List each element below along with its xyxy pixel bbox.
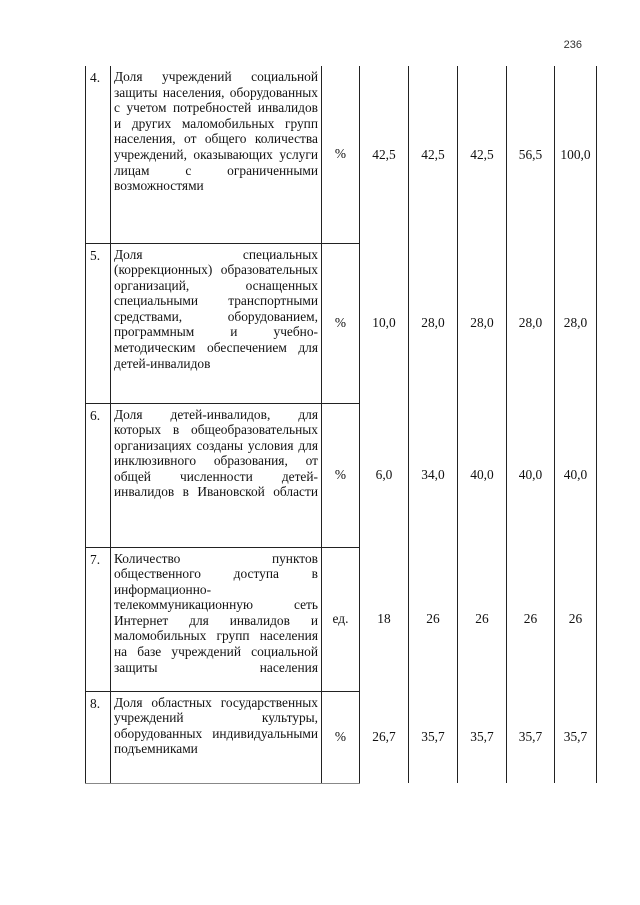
value-cell: 40,0: [507, 403, 555, 547]
value-cell: 6,0: [360, 403, 409, 547]
unit-cell: ед.: [322, 547, 360, 691]
page-number: 236: [563, 39, 582, 51]
value-cell: 28,0: [458, 243, 507, 403]
value-cell: 40,0: [555, 403, 597, 547]
indicator-description: Доля учреждений социальной защиты населения, оборудованных с учетом потребностей инвалидов и других маломобильных групп населения, от общего количества учреждений, оказывающих услуги лицам с ограниченными возможностями: [111, 66, 322, 243]
value-cell: 100,0: [555, 66, 597, 243]
indicator-description: Доля областных государственных учреждений культуры, оборудованных индивидуальными подъемниками: [111, 691, 322, 783]
value-cell: 28,0: [555, 243, 597, 403]
row-number: 5.: [86, 243, 111, 403]
unit-cell: %: [322, 403, 360, 547]
value-cell: 26: [507, 547, 555, 691]
table-row: [86, 243, 597, 403]
value-cell: 34,0: [409, 403, 458, 547]
value-cell: 42,5: [409, 66, 458, 243]
row-number: 7.: [86, 547, 111, 691]
indicator-description: Доля специальных (коррекционных) образовательных организаций, оснащенных специальными транспортными средствами, оборудованием, программным и учебно-методическим обеспечением для детей-инвалидов: [111, 243, 322, 403]
row-number: 8.: [86, 691, 111, 783]
value-cell: 56,5: [507, 66, 555, 243]
value-cell: 28,0: [507, 243, 555, 403]
value-cell: 28,0: [409, 243, 458, 403]
unit-cell: %: [322, 691, 360, 783]
value-cell: 42,5: [360, 66, 409, 243]
table-row: [86, 66, 597, 243]
value-cell: 35,7: [555, 691, 597, 783]
value-cell: 35,7: [458, 691, 507, 783]
unit-cell: %: [322, 66, 360, 243]
row-number: 4.: [86, 66, 111, 243]
value-cell: 18: [360, 547, 409, 691]
value-cell: 26: [409, 547, 458, 691]
value-cell: 26: [555, 547, 597, 691]
value-cell: 35,7: [507, 691, 555, 783]
unit-cell: %: [322, 243, 360, 403]
indicator-description: Количество пунктов общественного доступа в информационно-телекоммуникационную сеть Интернет для инвалидов и маломобильных групп населения на базе учреждений социальной защиты населения: [111, 547, 322, 691]
table-row: [86, 547, 597, 691]
value-cell: 26: [458, 547, 507, 691]
value-cell: 26,7: [360, 691, 409, 783]
value-cell: 10,0: [360, 243, 409, 403]
value-cell: 40,0: [458, 403, 507, 547]
value-cell: 42,5: [458, 66, 507, 243]
row-number: 6.: [86, 403, 111, 547]
table-row: [86, 403, 597, 547]
table-row: [86, 691, 597, 783]
value-cell: 35,7: [409, 691, 458, 783]
indicator-description: Доля детей-инвалидов, для которых в общеобразовательных организациях созданы условия для инклюзивного образования, от общей численности детей-инвалидов в Ивановской области: [111, 403, 322, 547]
indicators-table: [85, 66, 597, 784]
